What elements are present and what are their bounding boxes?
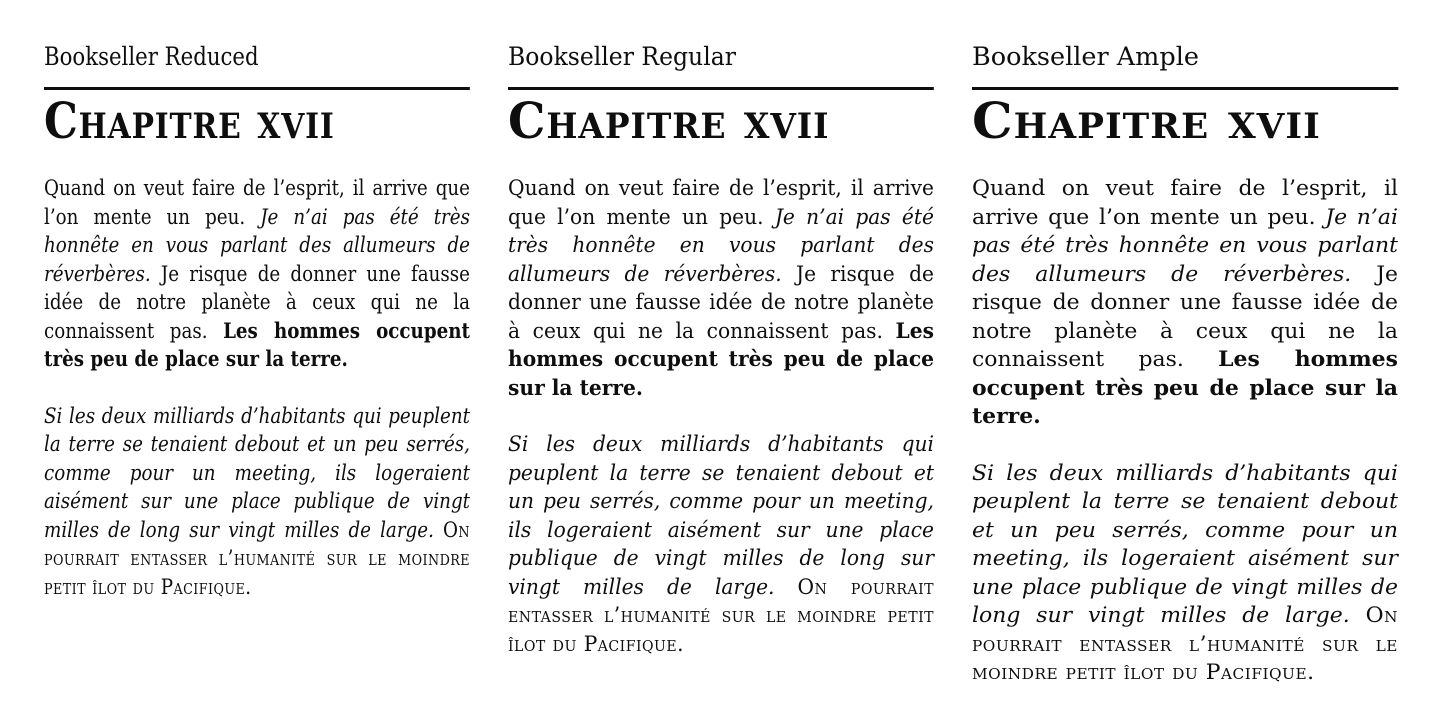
font-variant-label-reduced: Bookseller Reduced: [44, 42, 259, 71]
divider-rule: [44, 87, 470, 90]
text-run-bold: Les hommes occupent très peu de place sur la terre.: [44, 318, 470, 372]
text-run-italic: Je n’ai pas été très honnête en vous parlant des allumeurs de réverbères.: [44, 204, 470, 287]
chapter-heading: Chapitre xvii: [972, 91, 1321, 150]
specimen-paragraph-2: [972, 460, 1398, 688]
text-run-italic: Si les deux milliards d’habitants qui peuplent la terre se tenaient debout et un peu serrés, comme pour un meeting, ils logeraient aisément sur une place publique de vingt milles de long sur vingt milles de large.: [508, 432, 934, 600]
divider-rule: [972, 87, 1398, 90]
text-run-normal: Quand on veut faire de l’esprit, il arrive que l’on mente un peu.: [44, 176, 470, 230]
column-content-ample: [972, 42, 1398, 688]
specimen-column-regular: [508, 0, 934, 688]
column-content-reduced: [44, 42, 470, 602]
font-variant-label-ample: Bookseller Ample: [972, 42, 1199, 71]
text-run-normal: Je risque de donner une fausse idée de notre planète à ceux qui ne la connaissent pas.: [972, 261, 1398, 372]
text-run-bold: Les hommes occupent très peu de place sur la terre.: [508, 318, 934, 401]
specimen-paragraph-1: [508, 175, 934, 403]
text-run-normal: Quand on veut faire de l’esprit, il arrive que l’on mente un peu.: [972, 176, 1398, 230]
specimen-column-ample: [972, 0, 1398, 688]
text-run-normal: Je risque de donner une fausse idée de notre planète à ceux qui ne la connaissent pas.: [508, 261, 934, 344]
specimen-paragraph-2: [44, 403, 470, 603]
chapter-heading: Chapitre xvii: [508, 91, 830, 150]
specimen-paragraph-1: [44, 175, 470, 375]
text-run-italic: Je n’ai pas été très honnête en vous parlant des allumeurs de réverbères.: [508, 204, 934, 287]
column-content-regular: [508, 42, 934, 659]
text-run-normal: Je risque de donner une fausse idée de notre planète à ceux qui ne la connaissent pas.: [44, 261, 470, 344]
text-run-smallcaps: On pourrait entasser l’humanité sur le moindre petit îlot du Pacifique.: [508, 574, 934, 657]
text-run-smallcaps: On pourrait entasser l’humanité sur le moindre petit îlot du Pacifique.: [44, 517, 470, 600]
chapter-heading: Chapitre xvii: [44, 91, 335, 150]
text-run-smallcaps: On pourrait entasser l’humanité sur le moindre petit îlot du Pacifique.: [972, 603, 1398, 685]
text-run-italic: Si les deux milliards d’habitants qui peuplent la terre se tenaient debout et un peu serrés, comme pour un meeting, ils logeraient aisément sur une place publique de vingt milles de long sur vingt milles de large.: [44, 403, 470, 543]
specimen-column-reduced: [44, 0, 470, 688]
text-run-italic: Si les deux milliards d’habitants qui peuplent la terre se tenaient debout et un peu serrés, comme pour un meeting, ils logeraient aisément sur une place publique de vingt milles de long sur vingt milles de large.: [972, 460, 1398, 628]
specimen-paragraph-1: [972, 175, 1398, 432]
text-run-italic: Je n’ai pas été très honnête en vous parlant des allumeurs de réverbères.: [972, 204, 1398, 287]
text-run-bold: Les hommes occupent très peu de place sur la terre.: [972, 347, 1398, 429]
divider-rule: [508, 87, 934, 90]
font-variant-label-regular: Bookseller Regular: [508, 42, 736, 71]
text-run-normal: Quand on veut faire de l’esprit, il arrive que l’on mente un peu.: [508, 176, 934, 230]
specimen-paragraph-2: [508, 431, 934, 659]
